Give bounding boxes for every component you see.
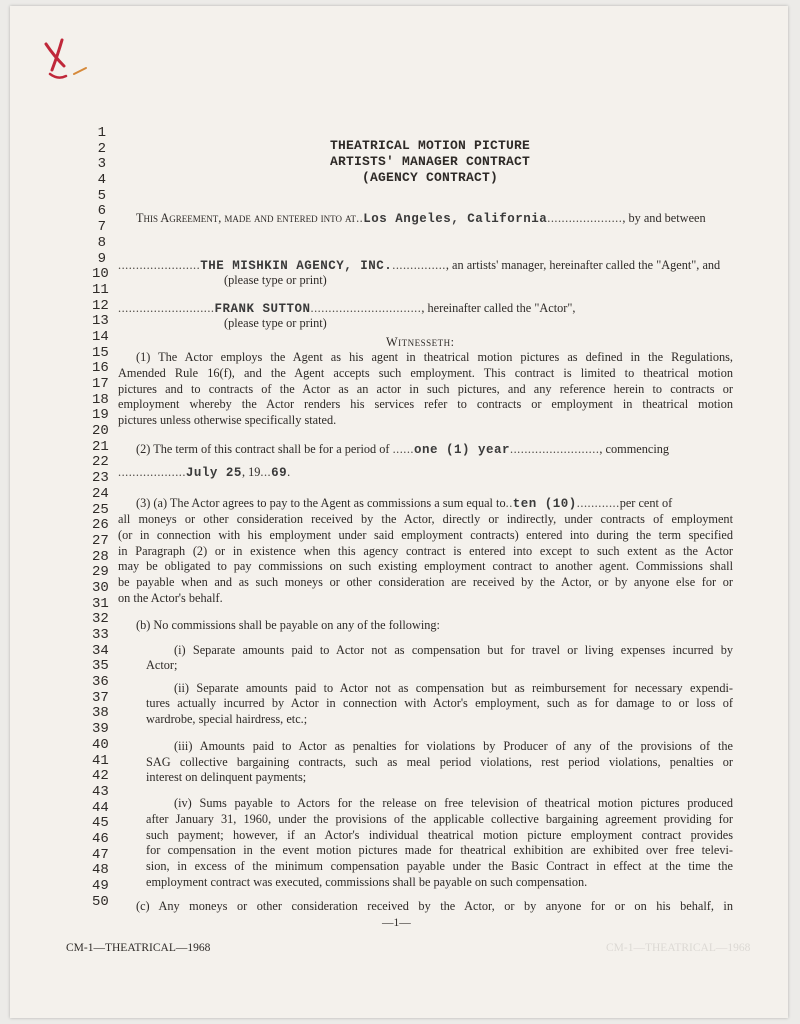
handwritten-mark-text bbox=[70, 42, 71, 43]
para-c: (c) Any moneys or other consideration received by the Actor, or by anyone for or on his behalf, in bbox=[136, 899, 733, 913]
line-number: 45 bbox=[92, 815, 109, 832]
line-number: 35 bbox=[92, 658, 109, 675]
form-footer: CM-1—THEATRICAL—1968 bbox=[66, 942, 211, 954]
title-line-1: THEATRICAL MOTION PICTURE bbox=[329, 138, 531, 153]
line-number: 40 bbox=[92, 736, 109, 753]
agreement-intro: This Agreement, made and entered into at bbox=[136, 211, 357, 225]
item-iv-line-3: such payment; however, if an Actor's individual theatrical motion picture employment contract provides bbox=[146, 828, 733, 842]
line-number: 46 bbox=[92, 830, 109, 847]
agency-suffix: , an artists' manager, hereinafter called the "Agent", and bbox=[445, 258, 721, 272]
actor-suffix: , hereinafter called the "Actor", bbox=[421, 301, 576, 315]
item-i-line-2: Actor; bbox=[146, 658, 178, 672]
line-number: 11 bbox=[92, 281, 109, 298]
item-iv-line-6: employment contract was executed, commissions shall be payable on such compensation. bbox=[146, 875, 588, 889]
line-number: 22 bbox=[92, 454, 109, 471]
per-cent-label: per cent of bbox=[619, 496, 673, 510]
item-iii-line-2: SAG collective bargaining contracts, such as meal period violations, rest period violations, penalties or bbox=[146, 755, 733, 769]
handwritten-x-mark bbox=[40, 36, 110, 96]
item-ii-line-1: (ii) Separate amounts paid to Actor not as compensation but as reimbursement for necessary expendi- bbox=[174, 681, 733, 695]
line-number: 12 bbox=[92, 297, 109, 314]
line-number: 39 bbox=[92, 721, 109, 738]
please-type-2: (please type or print) bbox=[224, 316, 327, 330]
percent-value: ten (10) bbox=[512, 497, 577, 511]
line-number: 32 bbox=[92, 611, 109, 628]
para2-end: . bbox=[287, 465, 291, 479]
line-number: 41 bbox=[92, 752, 109, 769]
start-date-value: July 25 bbox=[185, 466, 242, 480]
item-i-line-1: (i) Separate amounts paid to Actor not as compensation but for travel or living expenses incurred by bbox=[174, 643, 733, 657]
line-number-column bbox=[92, 125, 109, 910]
item-iv-line-5: sion, in excess of the minimum compensation payable under the Basic Contract in effect at the time the bbox=[146, 859, 733, 873]
line-number: 7 bbox=[97, 219, 106, 236]
year-value: 69 bbox=[271, 466, 288, 480]
para1-line-3: pictures and to contracts of the Actor as an actor in such pictures, and any reference herein to contracts or bbox=[118, 382, 733, 396]
line-number: 2 bbox=[97, 140, 106, 157]
para3-line-4: in Paragraph (2) or in existence when this agency contract is entered into except to such extent as the Actor bbox=[118, 544, 733, 558]
line-number: 21 bbox=[92, 438, 109, 455]
para3-line-3: (or in connection with his employment under said employment contracts) entered into during the term specified bbox=[118, 528, 733, 542]
item-iii-line-3: interest on delinquent payments; bbox=[146, 770, 307, 784]
line-number: 6 bbox=[97, 203, 106, 220]
para3-lead: (3) (a) The Actor agrees to pay to the Agent as commissions a sum equal to bbox=[136, 496, 506, 510]
line-number: 43 bbox=[92, 783, 109, 800]
line-number: 30 bbox=[92, 579, 109, 596]
line-number: 24 bbox=[92, 485, 109, 502]
location-value: Los Angeles, California bbox=[363, 212, 548, 226]
line-number: 34 bbox=[92, 642, 109, 659]
line-number: 49 bbox=[92, 878, 109, 894]
line-number: 26 bbox=[92, 517, 109, 534]
line-number: 23 bbox=[92, 470, 109, 487]
line-number: 38 bbox=[92, 705, 109, 722]
line-number: 31 bbox=[92, 595, 109, 612]
agency-line: .......................THE MISHKIN AGENCY, INC................, an artists' manager, hereinafter called the "Agent", and bbox=[118, 258, 721, 273]
actor-name: FRANK SUTTON bbox=[214, 302, 311, 316]
para3-line-2: all moneys or other consideration received by the Actor, directly or indirectly, under contracts of employment bbox=[118, 512, 733, 526]
para2-line-2: ...................July 25, 19...69. bbox=[118, 465, 291, 480]
line-number: 29 bbox=[92, 564, 109, 581]
line-number: 14 bbox=[92, 328, 109, 345]
line-number: 28 bbox=[92, 548, 109, 565]
year-prefix: , 19 bbox=[241, 465, 261, 479]
line-number: 36 bbox=[92, 674, 109, 691]
line-number: 33 bbox=[92, 627, 109, 643]
line-number: 3 bbox=[97, 156, 106, 173]
line-number: 4 bbox=[97, 172, 106, 189]
line-number: 25 bbox=[92, 501, 109, 518]
para1-line-4: employment whereby the Actor renders his services refer to contracts or employment in theatrical motion bbox=[118, 397, 733, 411]
para2-commencing: , commencing bbox=[599, 442, 670, 456]
line-number: 16 bbox=[92, 360, 109, 377]
line-number: 50 bbox=[92, 893, 109, 910]
line-number: 37 bbox=[92, 689, 109, 706]
line-number: 10 bbox=[92, 266, 109, 283]
line-number: 20 bbox=[92, 423, 109, 440]
line-number: 8 bbox=[97, 234, 106, 251]
line-number: 42 bbox=[92, 768, 109, 785]
line-number: 13 bbox=[92, 313, 109, 330]
agency-name: THE MISHKIN AGENCY, INC. bbox=[200, 259, 393, 273]
and-between: , by and between bbox=[622, 211, 706, 225]
title-line-3: (AGENCY CONTRACT) bbox=[361, 170, 499, 185]
actor-line: ...........................FRANK SUTTON..............................., hereinafter called the "Actor", bbox=[118, 301, 576, 316]
line-number: 15 bbox=[92, 344, 109, 361]
contract-page bbox=[10, 6, 788, 1018]
line-number: 47 bbox=[92, 846, 109, 863]
line-number: 1 bbox=[97, 125, 106, 141]
para3-line-5: may be obligated to pay commissions on such existing employment contract to another agent. Commissions shall bbox=[118, 559, 733, 573]
witnesseth-heading: Witnesseth: bbox=[386, 335, 455, 349]
line-number: 19 bbox=[92, 407, 109, 424]
item-ii-line-3: wardrobe, special hairdress, etc.; bbox=[146, 712, 308, 726]
para2-lead: (2) The term of this contract shall be for a period of bbox=[136, 442, 390, 456]
line-number: 17 bbox=[92, 376, 109, 392]
item-iv-line-1: (iv) Sums payable to Actors for the release on free television of theatrical motion pictures produced bbox=[174, 796, 733, 810]
line-number: 5 bbox=[97, 187, 106, 204]
para2-line-1: (2) The term of this contract shall be for a period of ......one (1) year........................., commencing bbox=[136, 442, 670, 457]
line-number: 27 bbox=[92, 532, 109, 549]
item-iii-line-1: (iii) Amounts paid to Actor as penalties for violations by Producer of any of the provisions of the bbox=[174, 739, 733, 753]
page-number: —1— bbox=[382, 917, 411, 929]
line-number: 48 bbox=[92, 862, 109, 879]
agreement-line: This Agreement, made and entered into at..Los Angeles, California....................., by and between bbox=[136, 211, 706, 226]
para-b: (b) No commissions shall be payable on any of the following: bbox=[136, 618, 440, 632]
form-footer-bleed-through: CM-1—THEATRICAL—1968 bbox=[606, 942, 751, 954]
para1-line-5: pictures unless otherwise specifically stated. bbox=[118, 413, 337, 427]
title-line-2: ARTISTS' MANAGER CONTRACT bbox=[329, 154, 531, 169]
para1-line-2: Amended Rule 16(f), and the Agent accepts such employment. This contract is limited to theatrical motion bbox=[118, 366, 733, 380]
para3-line-7: on the Actor's behalf. bbox=[118, 591, 223, 605]
term-value: one (1) year bbox=[414, 443, 511, 457]
line-number: 44 bbox=[92, 799, 109, 816]
item-iv-line-2: after January 31, 1960, under the provisions of the applicable collective bargaining agreement providing for bbox=[146, 812, 733, 826]
line-number: 18 bbox=[92, 391, 109, 408]
para3-line-1: (3) (a) The Actor agrees to pay to the Agent as commissions a sum equal to..ten (10)............per cent of bbox=[136, 496, 673, 511]
item-iv-line-4: for compensation in the event motion pictures made for theatrical exhibition are exhibited over free televi- bbox=[146, 843, 733, 857]
para1-line-1: (1) The Actor employs the Agent as his agent in theatrical motion pictures as defined in the Regulations, bbox=[136, 350, 733, 364]
line-number: 9 bbox=[97, 250, 106, 267]
please-type-1: (please type or print) bbox=[224, 273, 327, 287]
item-ii-line-2: tures actually incurred by Actor in connection with Actor's employment, such as for damage to or loss of bbox=[146, 696, 733, 710]
para3-line-6: be payable when and as such moneys or other consideration are received by the Actor, or by anyone else for or bbox=[118, 575, 733, 589]
